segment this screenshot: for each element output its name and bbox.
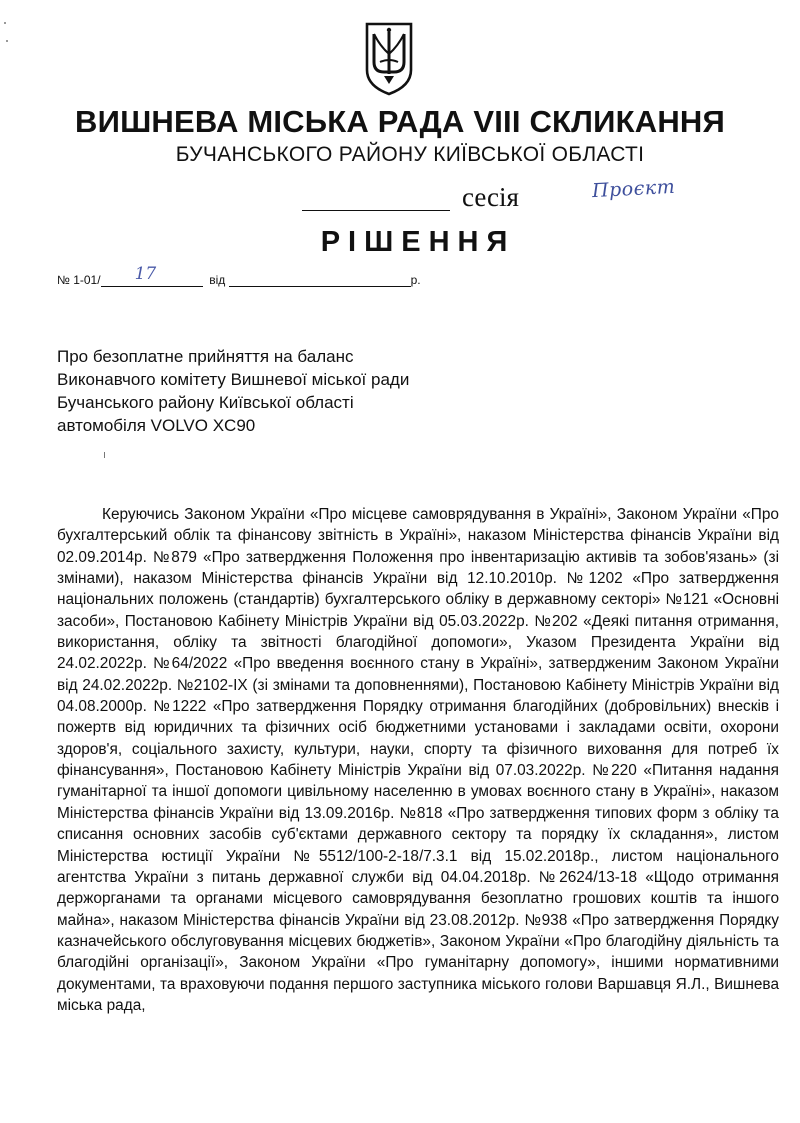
subject-line: Про безоплатне прийняття на баланс — [57, 347, 354, 366]
scan-speck — [4, 22, 6, 24]
subject-line: Виконавчого комітету Вишневої міської ради — [57, 370, 410, 389]
scan-mark — [104, 452, 105, 458]
document-number-row — [57, 264, 421, 287]
council-subtitle: БУЧАНСЬКОГО РАЙОНУ КИЇВСЬКОЇ ОБЛАСТІ — [175, 143, 645, 166]
scan-speck — [6, 40, 8, 42]
subject-line: автомобіля VOLVO XC90 — [57, 416, 256, 435]
document-number-blank — [101, 264, 203, 287]
decision-title: РІШЕННЯ — [320, 226, 516, 258]
session-label: сесія — [462, 182, 519, 212]
handwritten-document-number: 17 — [134, 264, 157, 284]
council-title: ВИШНЕВА МІСЬКА РАДА VIII СКЛИКАННЯ — [75, 104, 725, 139]
trident-emblem-icon — [362, 18, 416, 98]
date-label: від — [209, 273, 226, 287]
document-number-prefix: № 1-01/ — [57, 273, 101, 287]
year-suffix: р. — [410, 273, 421, 287]
session-number-blank — [302, 184, 450, 211]
decision-subject — [57, 345, 409, 437]
subject-line: Бучанського району Київської області — [57, 393, 354, 412]
preamble-paragraph: Керуючись Законом України «Про місцеве самоврядування в Україні», Законом України «Про бухгалтерський облік та фінансову звітність в Україні», наказом Міністерства фінансів України від 02.09.2014р. №879 «Про затвердження Положення про інвентаризацію активів та зобов'язань» (зі змінами), наказом Міністерства фінансів України від 12.10.2010р. №1202 «Про затвердження національних положень (стандартів) бухгалтерського обліку в державному секторі» №121 «Основні засоби», Постановою Кабінету Міністрів України від 05.03.2022р. №202 «Деякі питання отримання, використання, обліку та звітності благодійної допомоги», Указом Президента України від 24.02.2022р. №64/2022 «Про введення воєнного стану в Україні», затвердженим Законом України від 24.02.2022р. №2102-IX (зі змінами та доповненнями), Постановою Кабінету Міністрів України від 04.08.2000р. №1222 «Про затвердження Порядку отримання благодійних (добровільних) внесків і пожертв від юридичних та фізичних осіб бюджетними установами і закладами освіти, охорони здоров'я, соціального захисту, культури, науки, спорту та фізичного виховання для потреб їх фінансування», Постановою Кабінету Міністрів України від 07.03.2022р. №220 «Питання надання гуманітарної та іншої допомоги цивільному населенню в умовах воєнного стану в Україні», наказом Міністерства фінансів України від 13.09.2016р. №818 «Про затвердження типових форм з обліку та списання основних засобів суб'єктами державного сектору та порядку їх складання», листом Міністерства юстиції України №5512/100-2-18/7.3.1 від 15.02.2018р., листом національного агентства України з питань державної служби від 04.04.2018р. №2624/13-18 «Щодо отримання держорганами та органами місцевого самоврядування безоплатно грошових коштів та іншого майна», наказом Міністерства фінансів України від 23.08.2012р. №938 «Про затвердження Порядку казначейського обслуговування місцевих бюджетів», Законом України «Про благодійну діяльність та благодійні організації», Законом України «Про гуманітарну допомогу», іншими нормативними документами, та враховуючи подання першого заступника міського голови Варшавця Я.Л., Вишнева міська рада, — [57, 506, 779, 1014]
date-blank — [229, 272, 411, 287]
handwritten-draft-note: Проєкт — [591, 175, 676, 203]
